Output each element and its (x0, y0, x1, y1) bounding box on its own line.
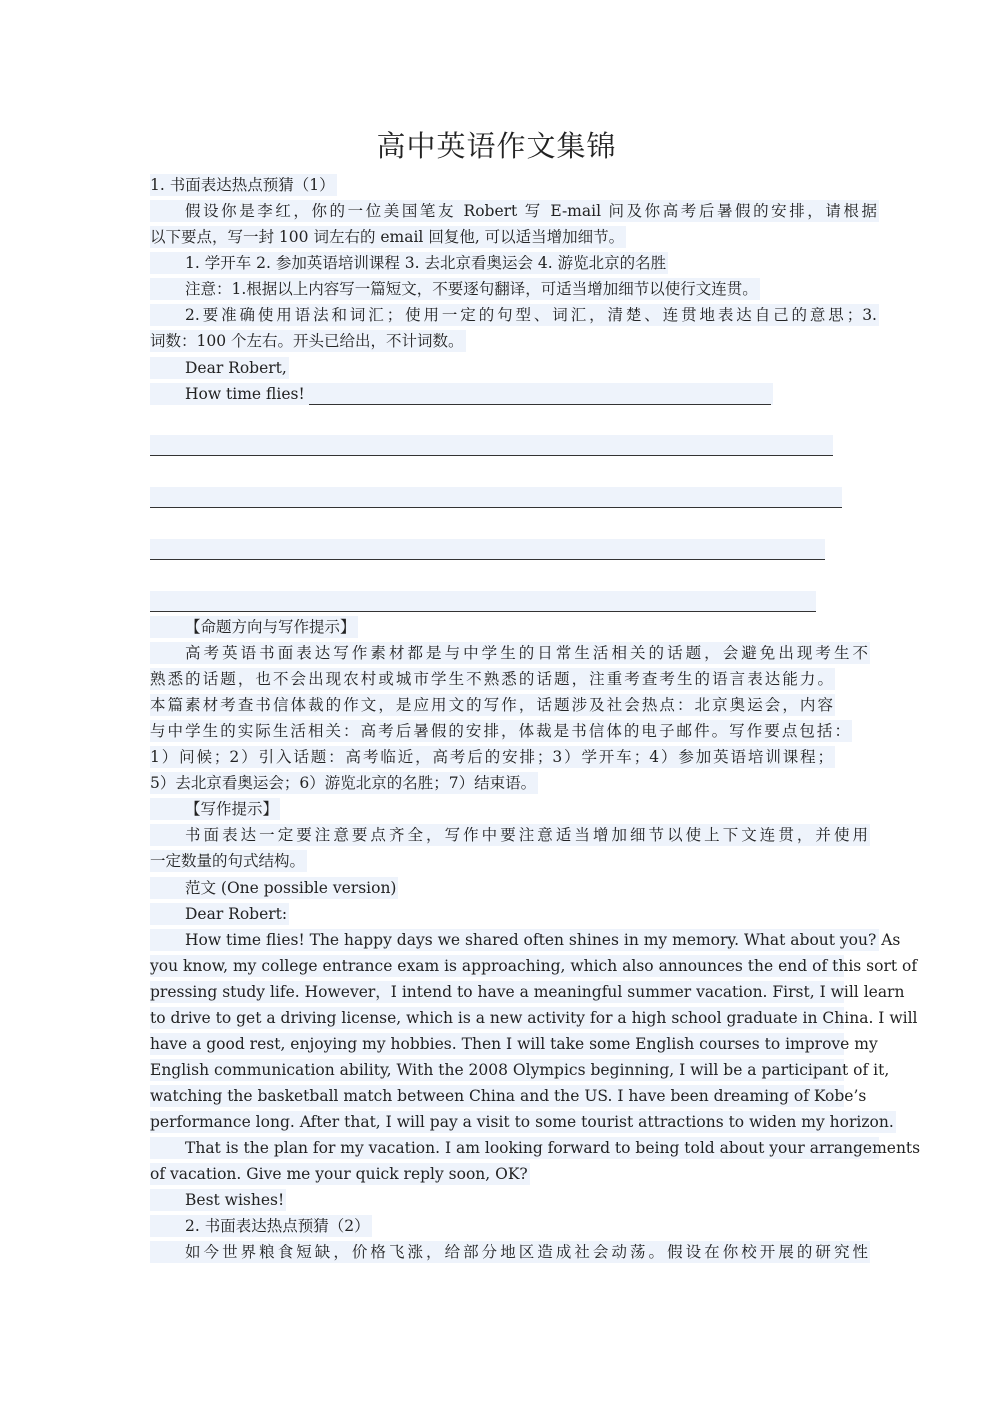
direction-line: 高考英语书面表达写作素材都是与中学生的日常生活相关的话题，会避免出现考生不 (150, 642, 833, 664)
sample-line: of vacation. Give me your quick reply soon, OK? (150, 1165, 528, 1183)
direction-line: 与中学生的实际生活相关：高考后暑假的安排，体裁是书信体的电子邮件。写作要点包括： (150, 722, 850, 740)
answer-blank[interactable] (150, 487, 842, 508)
sample-line: watching the basketball match between China and the US. I have been dreaming of Kobe’s (150, 1087, 867, 1105)
sample-line: How time flies! The happy days we shared often shines in my memory. What about you? As (150, 929, 842, 951)
answer-blank[interactable] (309, 386, 771, 405)
prompt-note: 注意：1.根据以上内容写一篇短文，不要逐句翻译，可适当增加细节以使行文连贯。 (150, 278, 760, 300)
letter-opening: How time flies! (150, 383, 773, 405)
direction-line: 5）去北京看奥运会；6）游览北京的名胜；7）结束语。 (150, 774, 537, 792)
tips-line: 书面表达一定要注意要点齐全，写作中要注意适当增加细节以使上下文连贯，并使用 (150, 824, 833, 846)
sample-line: to drive to get a driving license, which is a new activity for a high school graduate in China. I will (150, 1009, 918, 1027)
prompt-note: 词数：100 个左右。开头已给出，不计词数。 (150, 332, 464, 350)
sample-line: have a good rest, enjoying my hobbies. Then I will take some English courses to improve my (150, 1035, 878, 1053)
sample-line: you know, my college entrance exam is approaching, which also announces the end of this sort of (150, 957, 918, 975)
answer-blank[interactable] (150, 591, 816, 612)
sample-line: That is the plan for my vacation. I am looking forward to being told about your arrangements (150, 1137, 842, 1159)
letter-greeting: Dear Robert, (150, 357, 289, 379)
tips-line: 一定数量的句式结构。 (150, 852, 306, 870)
prompt-note: 2.要准确使用语法和词汇；使用一定的句型、词汇，清楚、连贯地表达自己的意思；3. (150, 304, 842, 326)
prompt-line: 假设你是李红，你的一位美国笔友 Robert 写 E-mail 问及你高考后暑假的安排，请根据 (150, 200, 842, 222)
direction-line: 熟悉的话题，也不会出现农村或城市学生不熟悉的话题，注重考查考生的语言表达能力。 (150, 670, 833, 688)
sample-line: pressing study life. However，I intend to have a meaningful summer vacation. First, I will learn (150, 983, 905, 1001)
section1-heading: 1. 书面表达热点预猜（1） (150, 176, 335, 194)
sample-closing: Best wishes! (150, 1189, 286, 1211)
sample-line: performance long. After that, I will pay a visit to some tourist attractions to widen my horizon. (150, 1113, 894, 1131)
section2-line: 如今世界粮食短缺，价格飞涨，给部分地区造成社会动荡。假设在你校开展的研究性 (150, 1241, 833, 1263)
prompt-line: 以下要点，写一封 100 词左右的 email 回复他, 可以适当增加细节。 (150, 228, 625, 246)
prompt-points: 1. 学开车 2. 参加英语培训课程 3. 去北京看奥运会 4. 游览北京的名胜 (150, 252, 668, 274)
sample-greeting: Dear Robert: (150, 903, 289, 925)
page-title: 高中英语作文集锦 (376, 129, 617, 163)
tips-heading: 【写作提示】 (150, 798, 280, 820)
section2-heading: 2. 书面表达热点预猜（2） (150, 1215, 372, 1237)
answer-blank[interactable] (150, 539, 825, 560)
direction-heading: 【命题方向与写作提示】 (150, 616, 358, 638)
sample-label: 范文 (One possible version) (150, 877, 398, 899)
direction-line: 1）问候；2）引入话题：高考临近，高考后的安排；3）学开车；4）参加英语培训课程； (150, 748, 833, 766)
direction-line: 本篇素材考查书信体裁的作文，是应用文的写作，话题涉及社会热点：北京奥运会，内容 (150, 696, 833, 714)
sample-line: English communication ability, With the 2008 Olympics beginning, I will be a participant of it, (150, 1061, 890, 1079)
answer-blank[interactable] (150, 435, 833, 456)
